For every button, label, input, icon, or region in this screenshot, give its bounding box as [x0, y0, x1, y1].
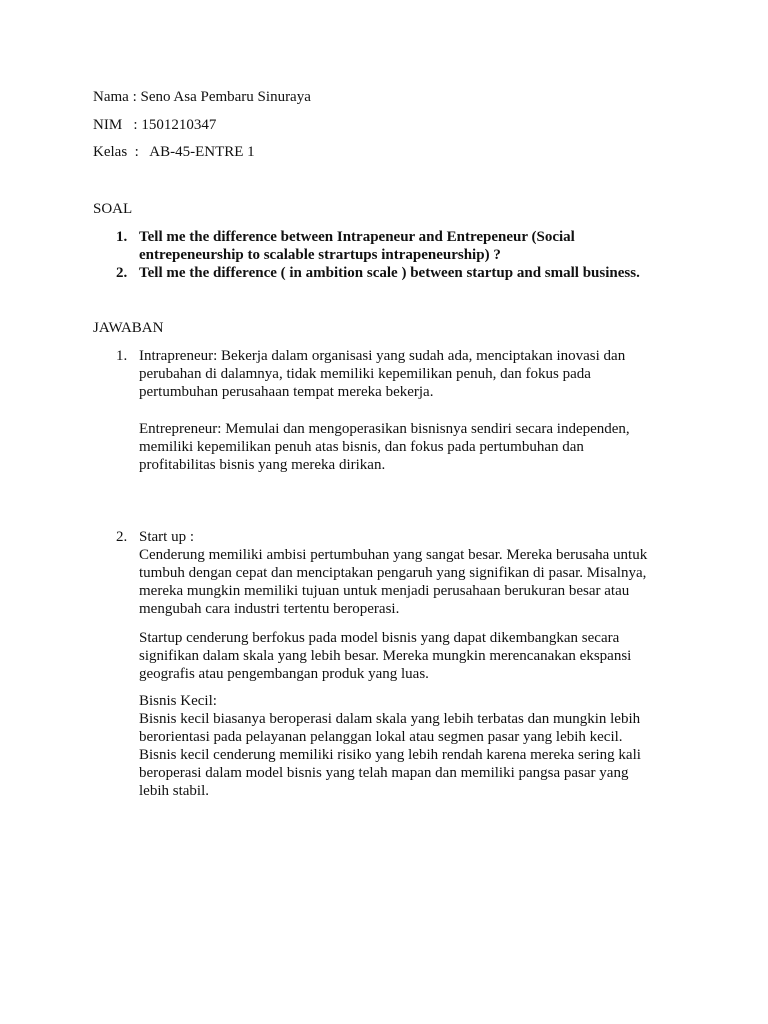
answer-number: 2. [116, 529, 128, 545]
answer-line: mengubah cara industri tertentu beroperasi. [139, 601, 400, 617]
answer-line: pertumbuhan perusahaan tempat mereka bekerja. [139, 384, 434, 400]
answer-line: geografis atau pengembangan produk yang luas. [139, 666, 429, 682]
answer-paragraph-intrapreneur [139, 347, 679, 401]
answer-line: profitabilitas bisnis yang mereka dirikan. [139, 457, 386, 473]
question-line: Tell me the difference ( in ambition scale ) between startup and small business. [139, 265, 640, 281]
answer-line: tumbuh dengan cepat dan menciptakan pengaruh yang signifikan di pasar. Misalnya, [139, 565, 647, 581]
answer-number: 1. [116, 348, 128, 364]
answer-line: lebih stabil. [139, 783, 209, 799]
soal-heading: SOAL [93, 201, 133, 217]
answer-line: Start up : [139, 529, 194, 545]
student-nim: NIM : 1501210347 [93, 117, 217, 133]
question-number: 1. [116, 229, 128, 245]
answer-line: signifikan dalam skala yang lebih besar. Mereka mungkin merencanakan ekspansi [139, 648, 632, 664]
question-number: 2. [116, 265, 128, 281]
answer-line: Cenderung memiliki ambisi pertumbuhan yang sangat besar. Mereka berusaha untuk [139, 547, 648, 563]
jawaban-heading: JAWABAN [93, 320, 164, 336]
answer-line: memiliki kepemilikan penuh atas bisnis, dan fokus pada pertumbuhan dan [139, 439, 584, 455]
answer-paragraph-small-business [139, 692, 679, 800]
student-name: Nama : Seno Asa Pembaru Sinuraya [93, 89, 311, 105]
answer-line: beroperasi dalam model bisnis yang telah mapan dan memiliki pangsa pasar yang [139, 765, 629, 781]
answer-paragraph-startup [139, 528, 679, 618]
question-line: Tell me the difference between Intrapeneur and Entrepeneur (Social [139, 229, 575, 245]
answer-line: berorientasi pada pelayanan pelanggan lokal atau segmen pasar yang lebih kecil. [139, 729, 623, 745]
answer-line: Bisnis kecil cenderung memiliki risiko yang lebih rendah karena mereka sering kali [139, 747, 641, 763]
answer-paragraph-startup-focus [139, 629, 679, 683]
answer-line: Intrapreneur: Bekerja dalam organisasi yang sudah ada, menciptakan inovasi dan [139, 348, 626, 364]
answer-line: Bisnis Kecil: [139, 693, 217, 709]
answer-line: Bisnis kecil biasanya beroperasi dalam skala yang lebih terbatas dan mungkin lebih [139, 711, 641, 727]
answer-line: Entrepreneur: Memulai dan mengoperasikan bisnisnya sendiri secara independen, [139, 421, 630, 437]
question-line: entrepeneurship to scalable strartups intrapeneurship) ? [139, 247, 501, 263]
answer-line: mereka mungkin memiliki tujuan untuk menjadi perusahaan berukuran besar atau [139, 583, 630, 599]
answer-line: Startup cenderung berfokus pada model bisnis yang dapat dikembangkan secara [139, 630, 620, 646]
answer-line: perubahan di dalamnya, tidak memiliki kepemilikan penuh, dan fokus pada [139, 366, 591, 382]
answer-paragraph-entrepreneur [139, 420, 679, 474]
student-class: Kelas : AB-45-ENTRE 1 [93, 144, 255, 160]
